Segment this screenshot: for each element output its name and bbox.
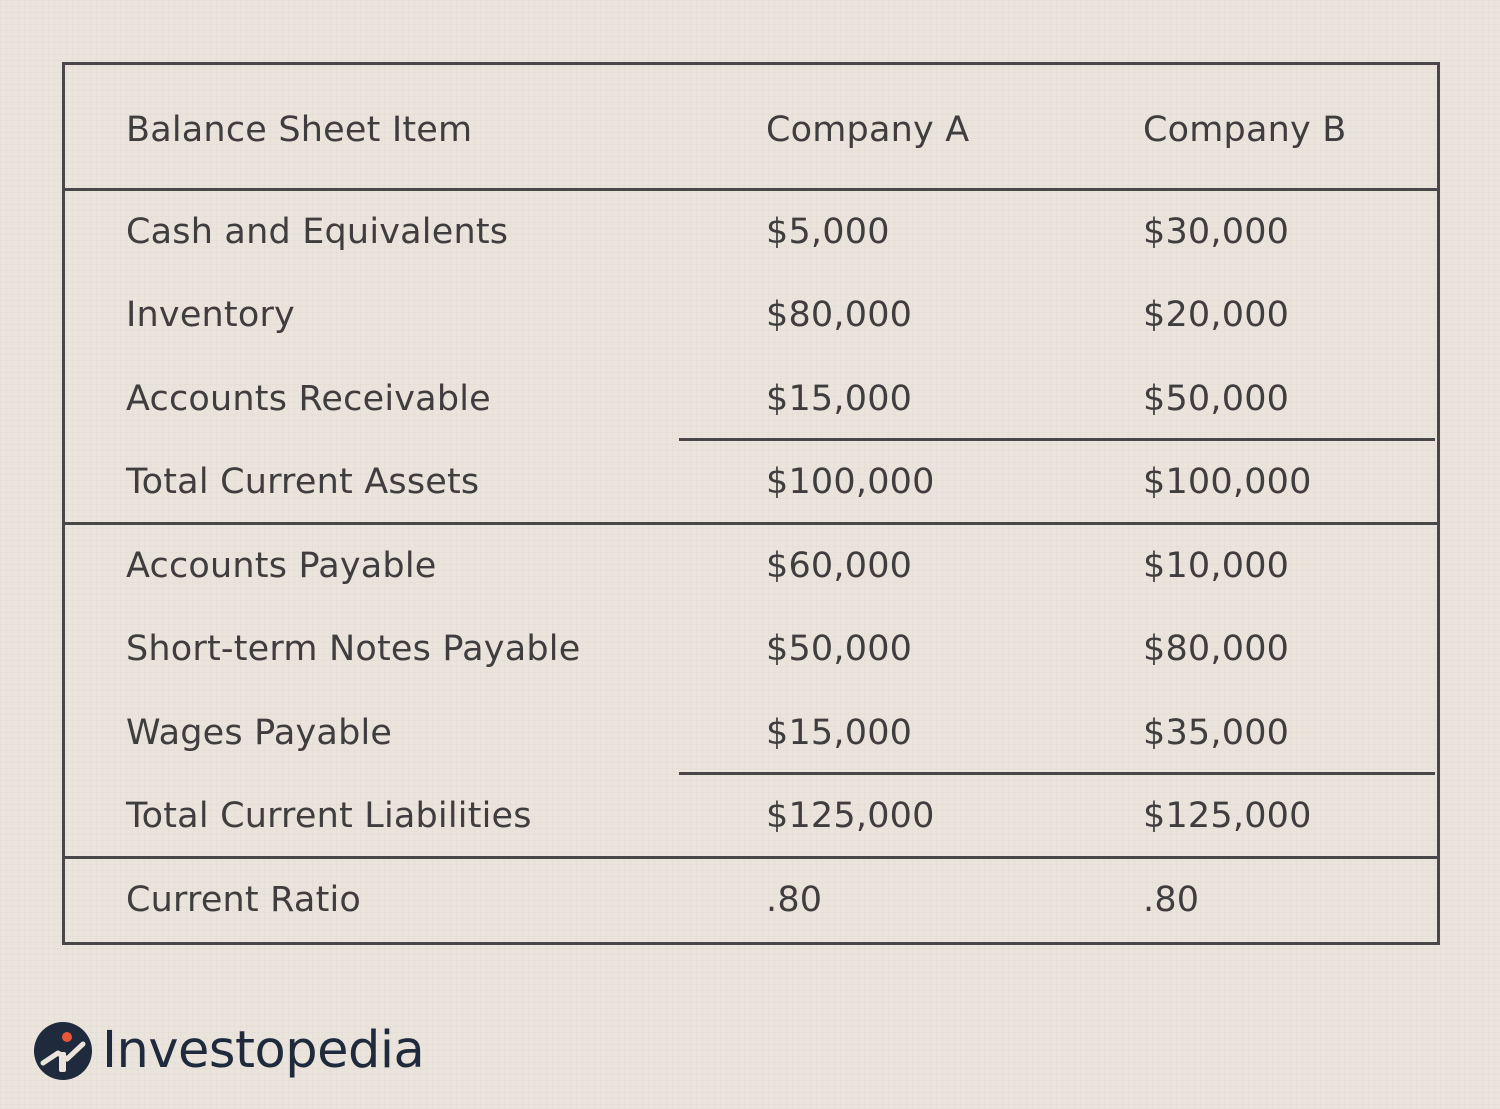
header-company-a: Company A — [766, 110, 970, 150]
header-balance-sheet-item: Balance Sheet Item — [126, 110, 473, 150]
row-company-b-value: $20,000 — [1143, 295, 1290, 335]
row-company-b-value: $10,000 — [1143, 546, 1290, 586]
row-company-a-value: $5,000 — [766, 212, 890, 252]
brand-name: Investopedia — [102, 1021, 425, 1080]
row-company-a-value: $80,000 — [766, 295, 913, 335]
row-current-ratio-label: Current Ratio — [126, 880, 362, 920]
row-item-label: Short-term Notes Payable — [126, 629, 581, 669]
investopedia-logo — [34, 1020, 424, 1082]
row-item-label: Accounts Payable — [126, 546, 437, 586]
row-company-a-total: $100,000 — [766, 462, 935, 502]
header-divider — [62, 188, 1437, 191]
header-company-b: Company B — [1143, 110, 1347, 150]
assets-section-divider — [62, 522, 1437, 525]
investopedia-logo-icon — [34, 1022, 92, 1080]
row-company-b-value: $35,000 — [1143, 713, 1290, 753]
row-item-label: Cash and Equivalents — [126, 212, 509, 252]
row-company-b-value: $50,000 — [1143, 379, 1290, 419]
assets-subtotal-rule — [679, 438, 1435, 441]
row-company-a-value: $50,000 — [766, 629, 913, 669]
row-total-current-liabilities-label: Total Current Liabilities — [126, 796, 532, 836]
row-company-b-value: $80,000 — [1143, 629, 1290, 669]
row-item-label: Accounts Receivable — [126, 379, 491, 419]
row-company-b-ratio: .80 — [1143, 880, 1200, 920]
liabilities-section-divider — [62, 856, 1437, 859]
row-company-a-value: $15,000 — [766, 379, 913, 419]
row-total-current-assets-label: Total Current Assets — [126, 462, 480, 502]
row-item-label: Inventory — [126, 295, 295, 335]
liabilities-subtotal-rule — [679, 772, 1435, 775]
row-company-a-value: $15,000 — [766, 713, 913, 753]
row-item-label: Wages Payable — [126, 713, 393, 753]
row-company-b-total: $100,000 — [1143, 462, 1312, 502]
row-company-a-ratio: .80 — [766, 880, 823, 920]
row-company-b-value: $30,000 — [1143, 212, 1290, 252]
row-company-a-value: $60,000 — [766, 546, 913, 586]
row-company-b-total: $125,000 — [1143, 796, 1312, 836]
row-company-a-total: $125,000 — [766, 796, 935, 836]
